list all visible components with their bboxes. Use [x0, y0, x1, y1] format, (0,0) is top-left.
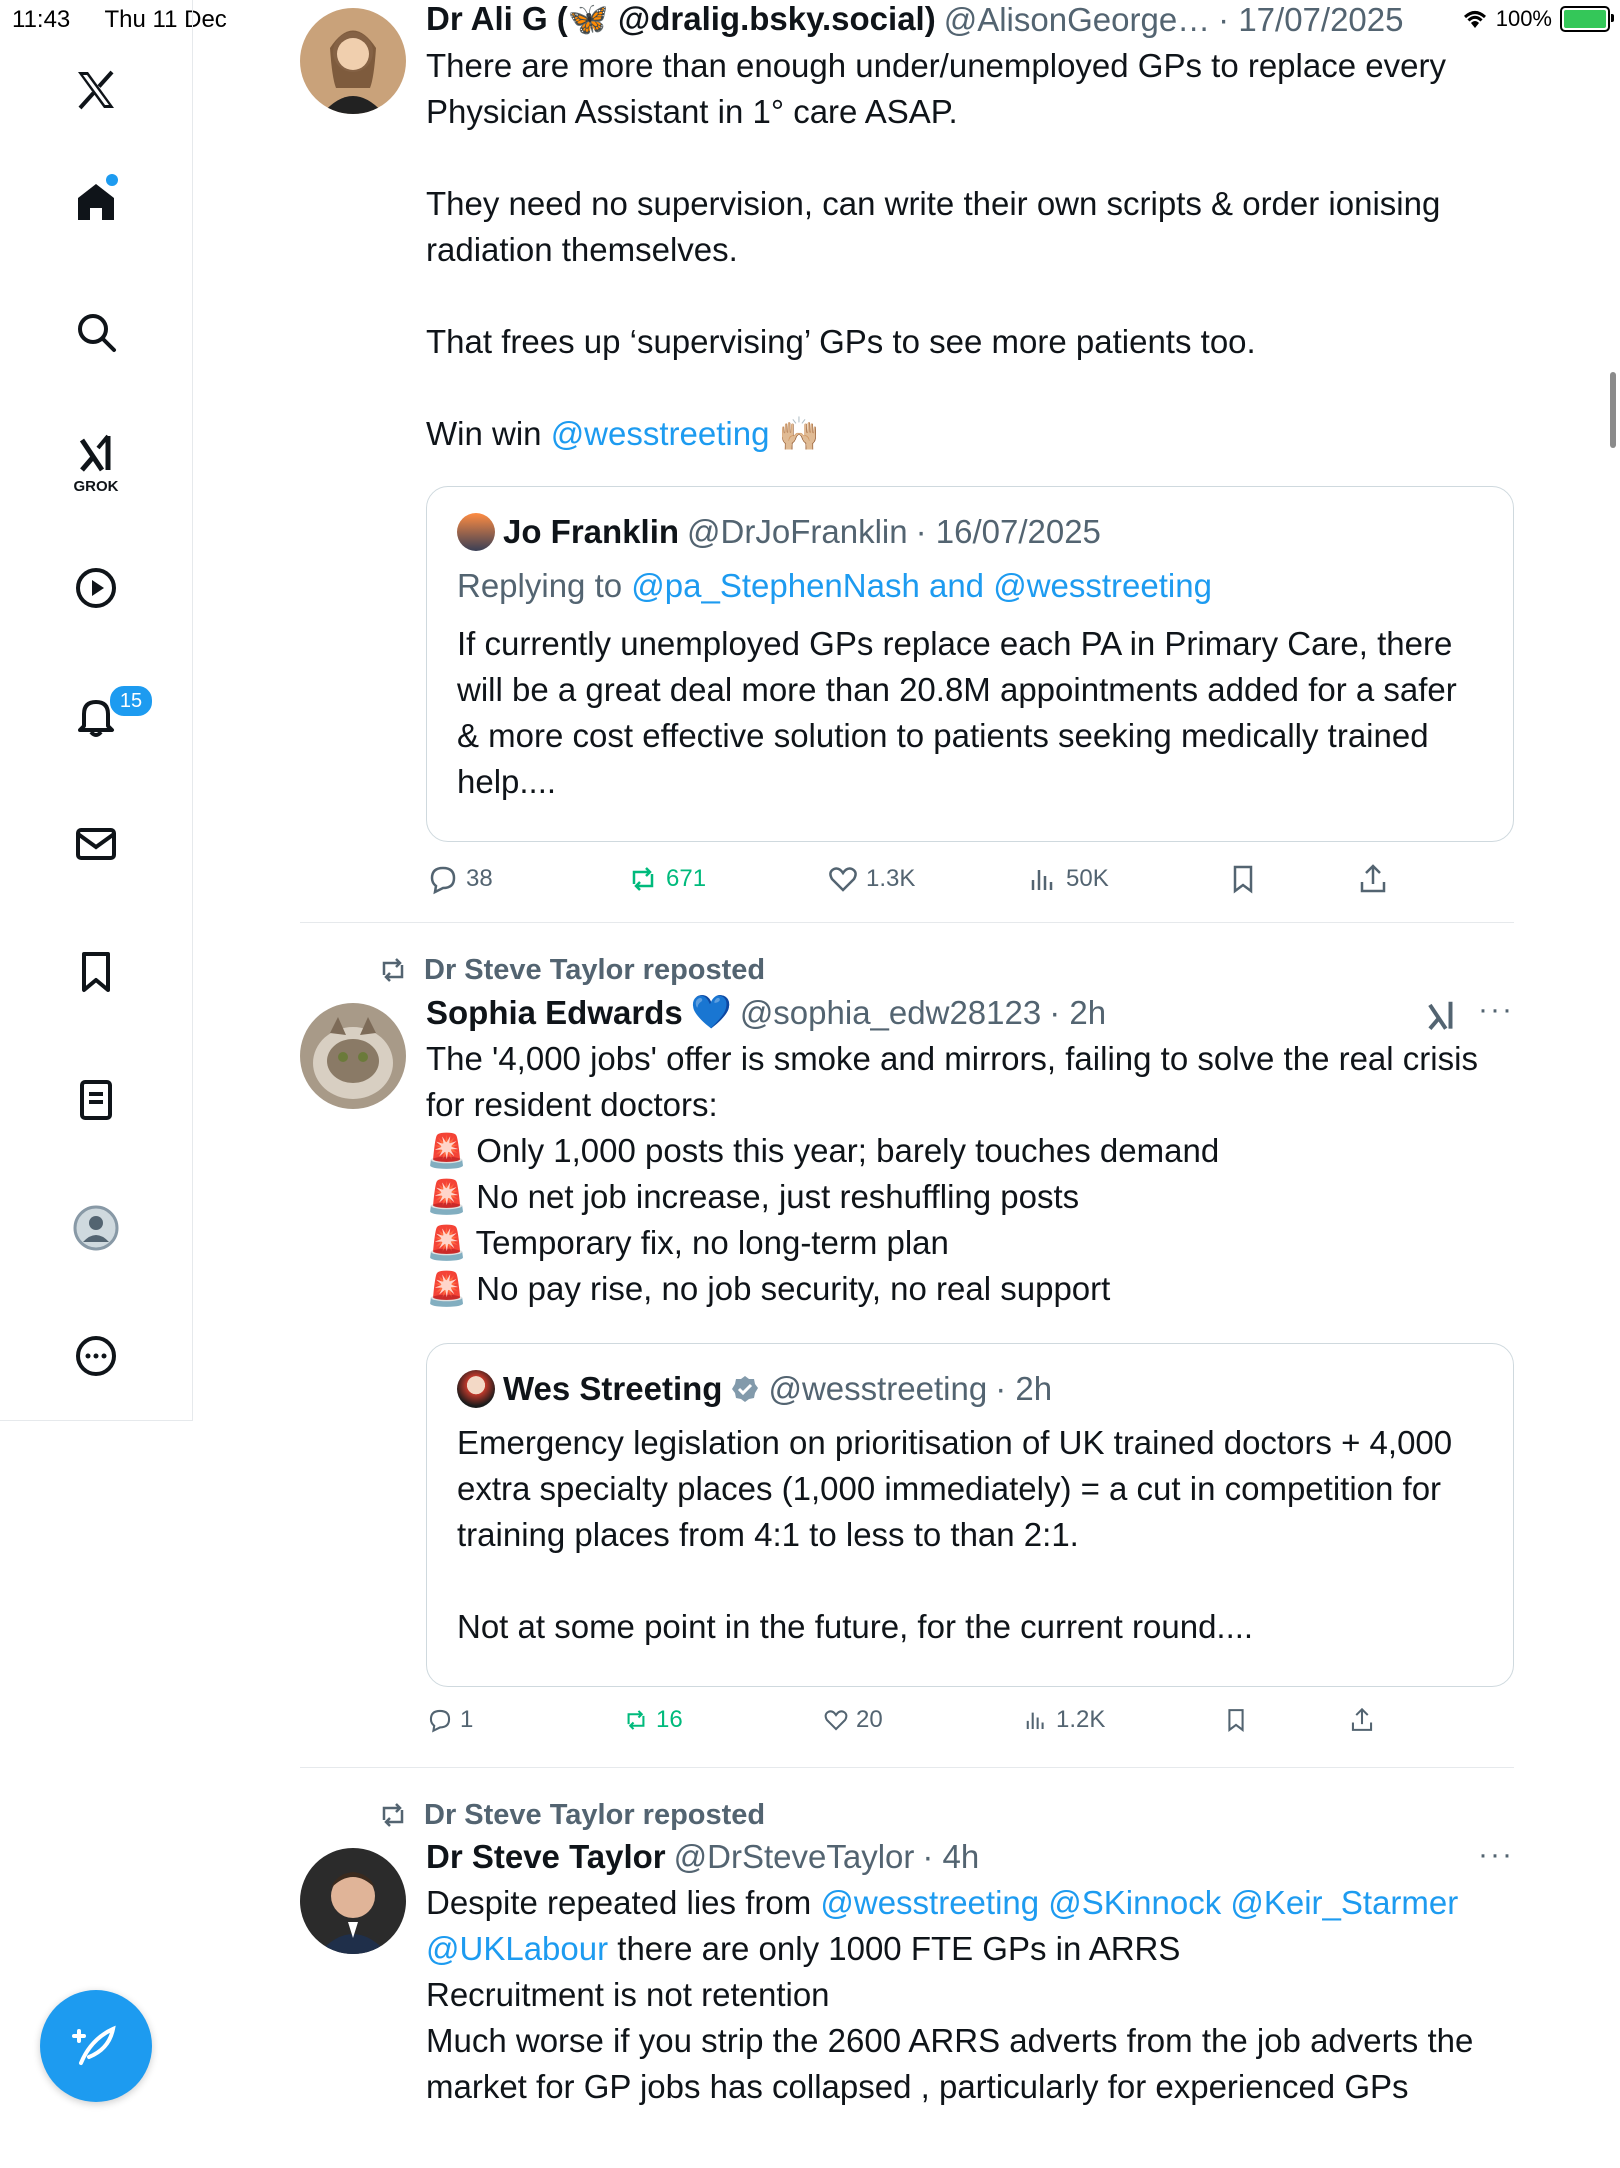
- search-icon[interactable]: [64, 300, 128, 364]
- heart-icon: [826, 862, 860, 896]
- views-count: 1.2K: [1056, 1706, 1106, 1733]
- repost-button[interactable]: [622, 1706, 822, 1734]
- bookmark-button[interactable]: [1222, 1706, 1348, 1734]
- bullet-item: [426, 1220, 1514, 1266]
- tweet-text-rest: there are only 1000 FTE GPs in ARRS Recruitment is not retention Much worse if you strip the 2600 ARRS adverts from the job adverts the market for GP jobs has collapsed , particularly for experienced GPs: [426, 1930, 1474, 2105]
- avatar[interactable]: [300, 1003, 406, 1109]
- repost-count: 16: [656, 1706, 683, 1733]
- avatar[interactable]: [300, 1848, 406, 1954]
- repost-icon: [376, 1798, 410, 1832]
- more-icon[interactable]: [64, 1324, 128, 1388]
- replying-to-mentions[interactable]: @pa_StephenNash and @wesstreeting: [631, 567, 1212, 604]
- bullet-text: Only 1,000 posts this year; barely touches demand: [476, 1132, 1220, 1169]
- repost-context: [376, 1798, 765, 1832]
- verified-badge-icon: [730, 1374, 760, 1404]
- tweet-actions: [426, 1706, 1620, 1734]
- tweet-actions: [426, 862, 1514, 896]
- tweet-date[interactable]: · 4h: [922, 1838, 980, 1875]
- reply-count: 38: [466, 865, 493, 892]
- bookmark-icon: [1226, 862, 1260, 896]
- battery-percent: 100%: [1495, 6, 1552, 31]
- quote-header: [457, 513, 1483, 551]
- reply-button[interactable]: [426, 862, 626, 896]
- compose-post-button[interactable]: [40, 1990, 152, 2102]
- grok-icon[interactable]: [1422, 997, 1460, 1035]
- bullet-text: Temporary fix, no long-term plan: [475, 1224, 949, 1261]
- like-button[interactable]: [822, 1706, 1022, 1734]
- bookmark-icon[interactable]: [64, 940, 128, 1004]
- tweet[interactable]: [300, 923, 1514, 1768]
- lists-icon[interactable]: [64, 1068, 128, 1132]
- tweet-text-prefix: Despite repeated lies from: [426, 1884, 821, 1921]
- like-count: 20: [856, 1706, 883, 1733]
- tweet-text: The '4,000 jobs' offer is smoke and mirrors, failing to solve the real crisis for resident doctors:: [426, 1040, 1478, 1123]
- profile-icon[interactable]: [64, 1196, 128, 1260]
- bullet-text: No net job increase, just reshuffling posts: [476, 1178, 1080, 1215]
- mention-link[interactable]: @wesstreeting: [550, 415, 770, 452]
- more-options-icon[interactable]: ···: [1478, 993, 1514, 1026]
- avatar[interactable]: [300, 8, 406, 114]
- mail-icon[interactable]: [64, 812, 128, 876]
- bullet-item: [426, 1266, 1514, 1312]
- quote-author-name: Jo Franklin: [503, 513, 680, 550]
- reply-count: 1: [460, 1706, 474, 1733]
- views-button[interactable]: [1022, 1706, 1222, 1734]
- repost-count: 671: [666, 865, 707, 892]
- author-handle[interactable]: @AlisonGeorge…: [943, 0, 1211, 38]
- timeline-feed: [300, 0, 1514, 2168]
- like-button[interactable]: [826, 862, 1026, 896]
- quoted-tweet[interactable]: [426, 1343, 1514, 1687]
- quote-author-name: Wes Streeting: [503, 1370, 723, 1407]
- reply-button[interactable]: [426, 1706, 622, 1734]
- quoted-tweet[interactable]: [426, 486, 1514, 842]
- bookmark-button[interactable]: [1226, 862, 1356, 896]
- quote-avatar: [457, 1370, 495, 1408]
- battery-icon: [1560, 6, 1610, 32]
- sidebar-nav: [0, 0, 193, 1421]
- quote-date: · 2h: [995, 1370, 1053, 1407]
- heart-emoji: 💙: [690, 993, 732, 1030]
- siren-emoji: 🚨: [426, 1178, 468, 1215]
- repost-icon: [626, 862, 660, 896]
- views-button[interactable]: [1026, 862, 1226, 896]
- author-name[interactable]: Sophia Edwards: [426, 993, 683, 1031]
- tweet-header: [426, 993, 1514, 1032]
- grok-label: GROK: [73, 478, 119, 495]
- author-handle[interactable]: @sophia_edw28123: [739, 993, 1042, 1031]
- quote-header: [457, 1370, 1483, 1408]
- share-button[interactable]: [1356, 862, 1390, 896]
- replying-prefix: Replying to: [457, 567, 632, 604]
- tweet-text: There are more than enough under/unemployed GPs to replace every Physician Assistant in 1° care ASAP. They need no supervision, can write their own scripts & order ionising radiation themselves. That frees up ‘supervising’ GPs to see more patients too.: [426, 47, 1446, 360]
- tweet[interactable]: [300, 1768, 1514, 2168]
- author-handle[interactable]: @DrSteveTaylor: [673, 1838, 915, 1875]
- reply-icon: [426, 1706, 454, 1734]
- reposted-by-label[interactable]: Dr Steve Taylor reposted: [424, 953, 766, 986]
- bookmark-icon: [1222, 1706, 1250, 1734]
- repost-icon: [376, 953, 410, 987]
- home-unread-dot: [106, 174, 118, 186]
- share-icon: [1348, 1706, 1376, 1734]
- raising-hands-emoji: 🙌🏼: [778, 415, 820, 452]
- status-date: Thu 11 Dec: [104, 6, 227, 33]
- bullet-item: [426, 1174, 1514, 1220]
- compose-feather-icon: [69, 2019, 123, 2073]
- repost-icon: [622, 1706, 650, 1734]
- bullet-item: [426, 1128, 1514, 1174]
- reposted-by-label[interactable]: Dr Steve Taylor reposted: [424, 1798, 766, 1831]
- tweet-date[interactable]: · 2h: [1049, 993, 1107, 1031]
- views-icon: [1022, 1706, 1050, 1734]
- heart-icon: [822, 1706, 850, 1734]
- siren-emoji: 🚨: [426, 1270, 468, 1307]
- quote-text: Emergency legislation on prioritisation of UK trained doctors + 4,000 extra specialty places (1,000 immediately) = a cut in competition for training places from 4:1 to less to than 2:1. Not at some point in the future, for the current round....: [457, 1424, 1453, 1645]
- x-logo-icon[interactable]: [64, 58, 128, 122]
- bullet-text: No pay rise, no job security, no real support: [476, 1270, 1111, 1307]
- like-count: 1.3K: [866, 865, 916, 892]
- share-button[interactable]: [1348, 1706, 1376, 1734]
- siren-emoji: 🚨: [426, 1132, 468, 1169]
- more-options-icon[interactable]: ···: [1478, 1838, 1514, 1871]
- grok-icon[interactable]: [64, 422, 128, 486]
- quote-text: If currently unemployed GPs replace each PA in Primary Care, there will be a great deal more than 20.8M appointments added for a safer & more cost effective solution to patients seeking medically trained help....: [457, 625, 1457, 800]
- tweet-header: [426, 1838, 1514, 1876]
- status-time: 11:43: [12, 6, 71, 33]
- share-icon: [1356, 862, 1390, 896]
- tweet-text: [426, 1880, 1514, 2110]
- author-name[interactable]: Dr Steve Taylor: [426, 1838, 666, 1875]
- repost-context: [376, 953, 765, 987]
- tweet-text-line: [426, 411, 1514, 457]
- scrollbar[interactable]: [1610, 372, 1616, 448]
- views-icon: [1026, 862, 1060, 896]
- replying-to-line: [457, 563, 1483, 609]
- video-icon[interactable]: [64, 556, 128, 620]
- reply-icon: [426, 862, 460, 896]
- quote-date: · 16/07/2025: [915, 513, 1101, 550]
- repost-button[interactable]: [626, 862, 826, 896]
- tweet-header: [426, 0, 1514, 39]
- siren-emoji: 🚨: [426, 1224, 468, 1261]
- views-count: 50K: [1066, 865, 1109, 892]
- quote-author-handle: @DrJoFranklin: [687, 513, 908, 550]
- quote-avatar: [457, 513, 495, 551]
- tweet-text-prefix: Win win: [426, 415, 551, 452]
- tweet-date[interactable]: · 17/07/2025: [1218, 0, 1404, 38]
- notification-count-badge: 15: [108, 684, 154, 718]
- mention-links[interactable]: @wesstreeting @SKinnock @Keir_Starmer @UKLabour: [426, 1884, 1459, 1967]
- quote-author-handle: @wesstreeting: [768, 1370, 988, 1407]
- author-name[interactable]: Dr Ali G (🦋 @dralig.bsky.social): [426, 0, 936, 37]
- home-icon[interactable]: [64, 170, 128, 234]
- tweet[interactable]: [300, 0, 1514, 923]
